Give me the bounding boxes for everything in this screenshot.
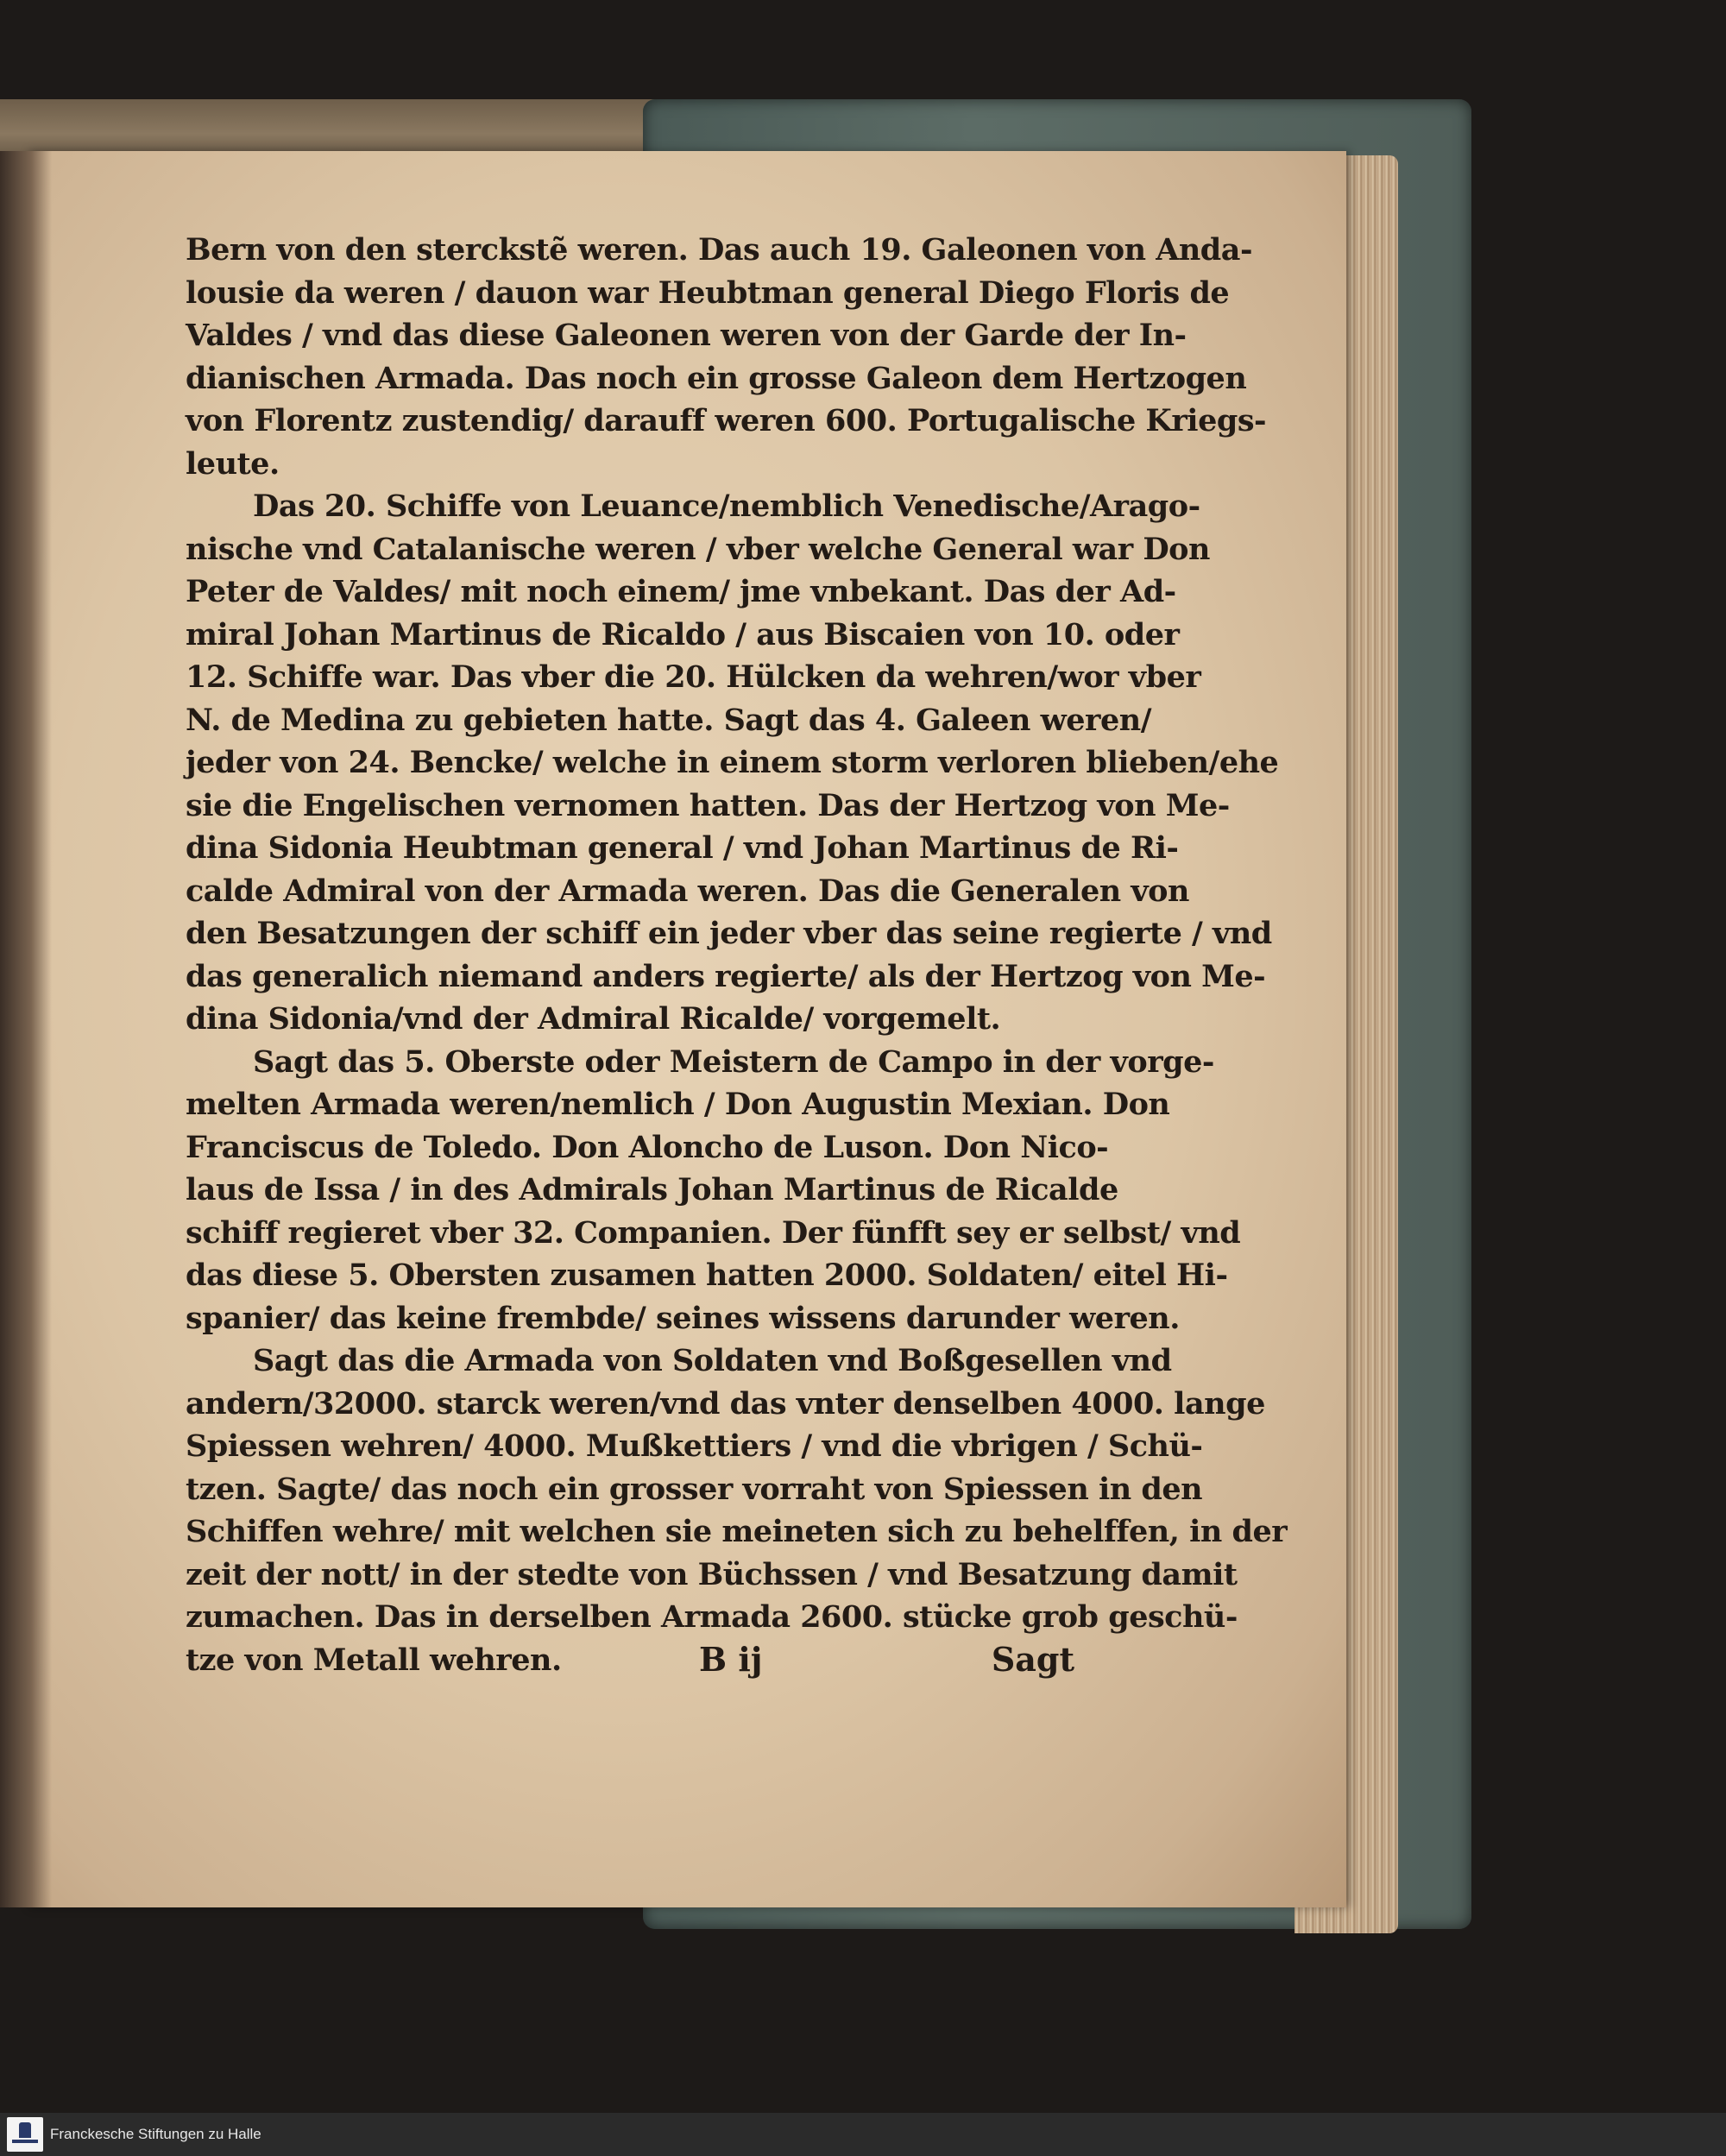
text-line: N. de Medina zu gebieten hatte. Sagt das 4. Galeen weren/ (186, 702, 1151, 738)
text-line: 12. Schiffe war. Das vber die 20. Hülcken da wehren/wor vber (186, 659, 1201, 695)
text-line: Peter de Valdes/ mit noch einem/ jme vnbekant. Das der Ad- (186, 574, 1176, 609)
text-line: tze von Metall wehren. (186, 1642, 562, 1678)
viewer-footer-bar (0, 2113, 1726, 2156)
page-footer-line (186, 1640, 1074, 1692)
page-gutter (0, 151, 52, 1907)
text-line: Franciscus de Toledo. Don Aloncho de Luson. Don Nico- (186, 1129, 1109, 1165)
text-line: dina Sidonia/vnd der Admiral Ricalde/ vorgemelt. (186, 1001, 1001, 1037)
institution-label: Franckesche Stiftungen zu Halle (50, 2126, 261, 2142)
text-line: dianischen Armada. Das noch ein grosse Galeon dem Hertzogen (186, 360, 1247, 396)
text-line: von Florentz zustendig/ darauff weren 600. Portugalische Kriegs- (186, 403, 1267, 438)
signature-mark: B ij (699, 1640, 763, 1679)
text-line: das generalich niemand anders regierte/ als der Hertzog von Me- (186, 958, 1266, 994)
text-line: Das 20. Schiffe von Leuance/nemblich Venedische/Arago- (253, 489, 1200, 524)
text-line: calde Admiral von der Armada weren. Das die Generalen von (186, 873, 1189, 909)
text-line: leute. (186, 445, 280, 482)
text-line: nische vnd Catalanische weren / vber welche General war Don (186, 531, 1210, 567)
text-line: dina Sidonia Heubtman general / vnd Johan Martinus de Ri- (186, 830, 1179, 866)
logo-base (12, 2140, 38, 2143)
text-line: Spiessen wehren/ 4000. Mußkettiers / vnd die vbrigen / Schü- (186, 1428, 1203, 1464)
text-line: Valdes / vnd das diese Galeonen weren von der Garde der In- (186, 318, 1187, 353)
text-line: Schiffen wehre/ mit welchen sie meineten sich zu behelffen, in der (186, 1514, 1288, 1549)
text-line: jeder von 24. Bencke/ welche in einem storm verloren blieben/ehe (186, 745, 1279, 780)
text-line: sie die Engelischen vernomen hatten. Das der Hertzog von Me- (186, 787, 1230, 823)
text-line: Sagt das die Armada von Soldaten vnd Boßgesellen vnd (253, 1343, 1172, 1378)
catchword: Sagt (991, 1640, 1074, 1679)
text-line: andern/32000. starck weren/vnd das vnter denselben 4000. lange (186, 1385, 1265, 1422)
text-line: schiff regieret vber 32. Companien. Der fünfft sey er selbst/ vnd (186, 1214, 1241, 1251)
text-line: lousie da weren / dauon war Heubtman general Diego Floris de (186, 274, 1230, 311)
text-line: melten Armada weren/nemlich / Don Augustin Mexian. Don (186, 1087, 1170, 1122)
text-line: tzen. Sagte/ das noch ein grosser vorraht von Spiessen in den (186, 1471, 1203, 1507)
text-line: zumachen. Das in derselben Armada 2600. stücke grob geschü- (186, 1599, 1238, 1635)
text-line: laus de Issa / in des Admirals Johan Martinus de Ricalde (186, 1172, 1118, 1207)
text-line: Sagt das 5. Oberste oder Meistern de Campo in der vorge- (253, 1043, 1214, 1080)
text-line: miral Johan Martinus de Ricaldo / aus Biscaien von 10. oder (186, 616, 1180, 652)
text-line: Bern von den sterckstẽ weren. Das auch 19. Galeonen von Anda- (186, 232, 1252, 268)
building-icon (19, 2122, 31, 2138)
text-line: spanier/ das keine frembde/ seines wissens darunder weren. (186, 1300, 1180, 1336)
text-line: den Besatzungen der schiff ein jeder vber das seine regierte / vnd (186, 916, 1272, 951)
body-text (186, 229, 1288, 1681)
institution-logo (7, 2117, 43, 2152)
text-line: das diese 5. Obersten zusamen hatten 2000. Soldaten/ eitel Hi- (186, 1258, 1228, 1293)
text-line: zeit der nott/ in der stedte von Büchssen / vnd Besatzung damit (186, 1556, 1238, 1592)
